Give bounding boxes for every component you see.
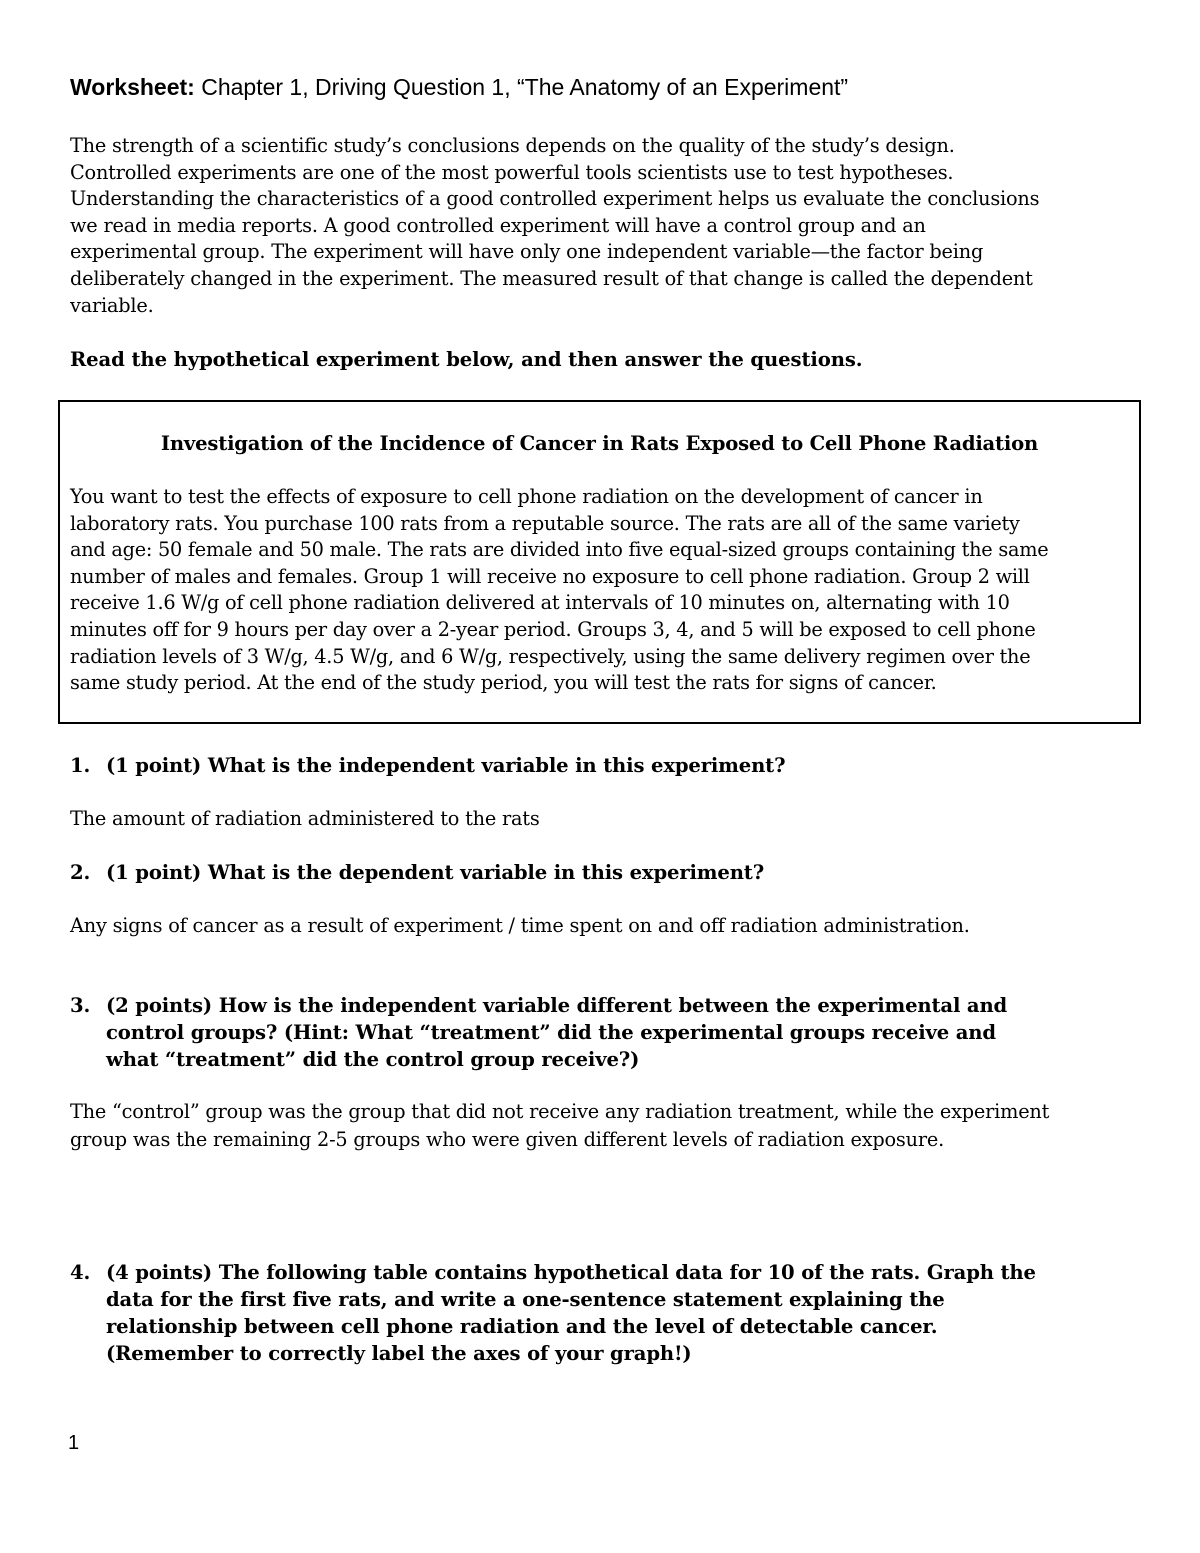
question-text xyxy=(106,752,1146,779)
intro-line: variable. xyxy=(70,293,154,317)
experiment-line: and age: 50 female and 50 male. The rats are divided into five equal-sized groups containing the same xyxy=(70,538,1049,562)
intro-paragraph xyxy=(70,133,1145,319)
intro-line: Understanding the characteristics of a good controlled experiment helps us evaluate the conclusions xyxy=(70,187,1040,211)
answer-line: The amount of radiation administered to the rats xyxy=(70,807,540,830)
question-line: data for the first five rats, and write a one-sentence statement explaining the xyxy=(106,1288,945,1311)
intro-line: Controlled experiments are one of the most powerful tools scientists use to test hypotheses. xyxy=(70,160,954,184)
experiment-line: same study period. At the end of the study period, you will test the rats for signs of cancer. xyxy=(70,671,937,695)
question-text xyxy=(106,992,1146,1073)
experiment-box xyxy=(58,400,1141,724)
question-number: 2. xyxy=(70,861,91,884)
question-line: (2 points) How is the independent variable different between the experimental and xyxy=(106,994,1008,1017)
intro-line: deliberately changed in the experiment. The measured result of that change is called the dependent xyxy=(70,266,1033,290)
question-text xyxy=(106,859,1146,886)
question-number: 3. xyxy=(70,994,91,1017)
question-line: relationship between cell phone radiation and the level of detectable cancer. xyxy=(106,1315,938,1338)
experiment-line: You want to test the effects of exposure to cell phone radiation on the development of cancer in xyxy=(70,485,983,508)
intro-line: experimental group. The experiment will have only one independent variable—the factor being xyxy=(70,240,984,264)
question-number: 4. xyxy=(70,1261,91,1284)
question-text xyxy=(106,1259,1146,1367)
worksheet-subtitle: Chapter 1, Driving Question 1, “The Anatomy of an Experiment” xyxy=(194,74,849,100)
experiment-line: receive 1.6 W/g of cell phone radiation delivered at intervals of 10 minutes on, alternating with 10 xyxy=(70,591,1010,615)
experiment-description xyxy=(70,484,1135,697)
answer-line: The “control” group was the group that did not receive any radiation treatment, while the experiment xyxy=(70,1100,1050,1123)
intro-line: The strength of a scientific study’s conclusions depends on the quality of the study’s design. xyxy=(70,134,955,157)
answer-1 xyxy=(70,805,1145,833)
worksheet-label: Worksheet: xyxy=(70,74,195,100)
intro-line: we read in media reports. A good controlled experiment will have a control group and an xyxy=(70,213,926,237)
question-line: (Remember to correctly label the axes of your graph!) xyxy=(106,1342,692,1365)
question-number: 1. xyxy=(70,754,91,777)
answer-line: group was the remaining 2-5 groups who were given different levels of radiation exposure. xyxy=(70,1128,945,1151)
worksheet-title xyxy=(70,72,1140,103)
experiment-line: minutes off for 9 hours per day over a 2-year period. Groups 3, 4, and 5 will be exposed to cell phone xyxy=(70,617,1036,641)
question-line: what “treatment” did the control group receive?) xyxy=(106,1048,640,1071)
question-line: control groups? (Hint: What “treatment” did the experimental groups receive and xyxy=(106,1021,996,1044)
page-number: 1 xyxy=(68,1432,80,1454)
experiment-line: number of males and females. Group 1 will receive no exposure to cell phone radiation. Group 2 will xyxy=(70,564,1030,588)
answer-2 xyxy=(70,912,1145,940)
question-line: (4 points) The following table contains hypothetical data for 10 of the rats. Graph the xyxy=(106,1261,1036,1284)
experiment-title: Investigation of the Incidence of Cancer in Rats Exposed to Cell Phone Radiation xyxy=(160,432,1039,455)
answer-3 xyxy=(70,1098,1145,1154)
question-line: (1 point) What is the dependent variable in this experiment? xyxy=(106,861,765,884)
instruction-text: Read the hypothetical experiment below, and then answer the questions. xyxy=(70,348,863,371)
experiment-line: laboratory rats. You purchase 100 rats from a reputable source. The rats are all of the same variety xyxy=(70,511,1020,535)
answer-line: Any signs of cancer as a result of experiment / time spent on and off radiation administration. xyxy=(70,914,970,937)
experiment-line: radiation levels of 3 W/g, 4.5 W/g, and 6 W/g, respectively, using the same delivery regimen over the xyxy=(70,644,1031,668)
question-line: (1 point) What is the independent variable in this experiment? xyxy=(106,754,786,777)
